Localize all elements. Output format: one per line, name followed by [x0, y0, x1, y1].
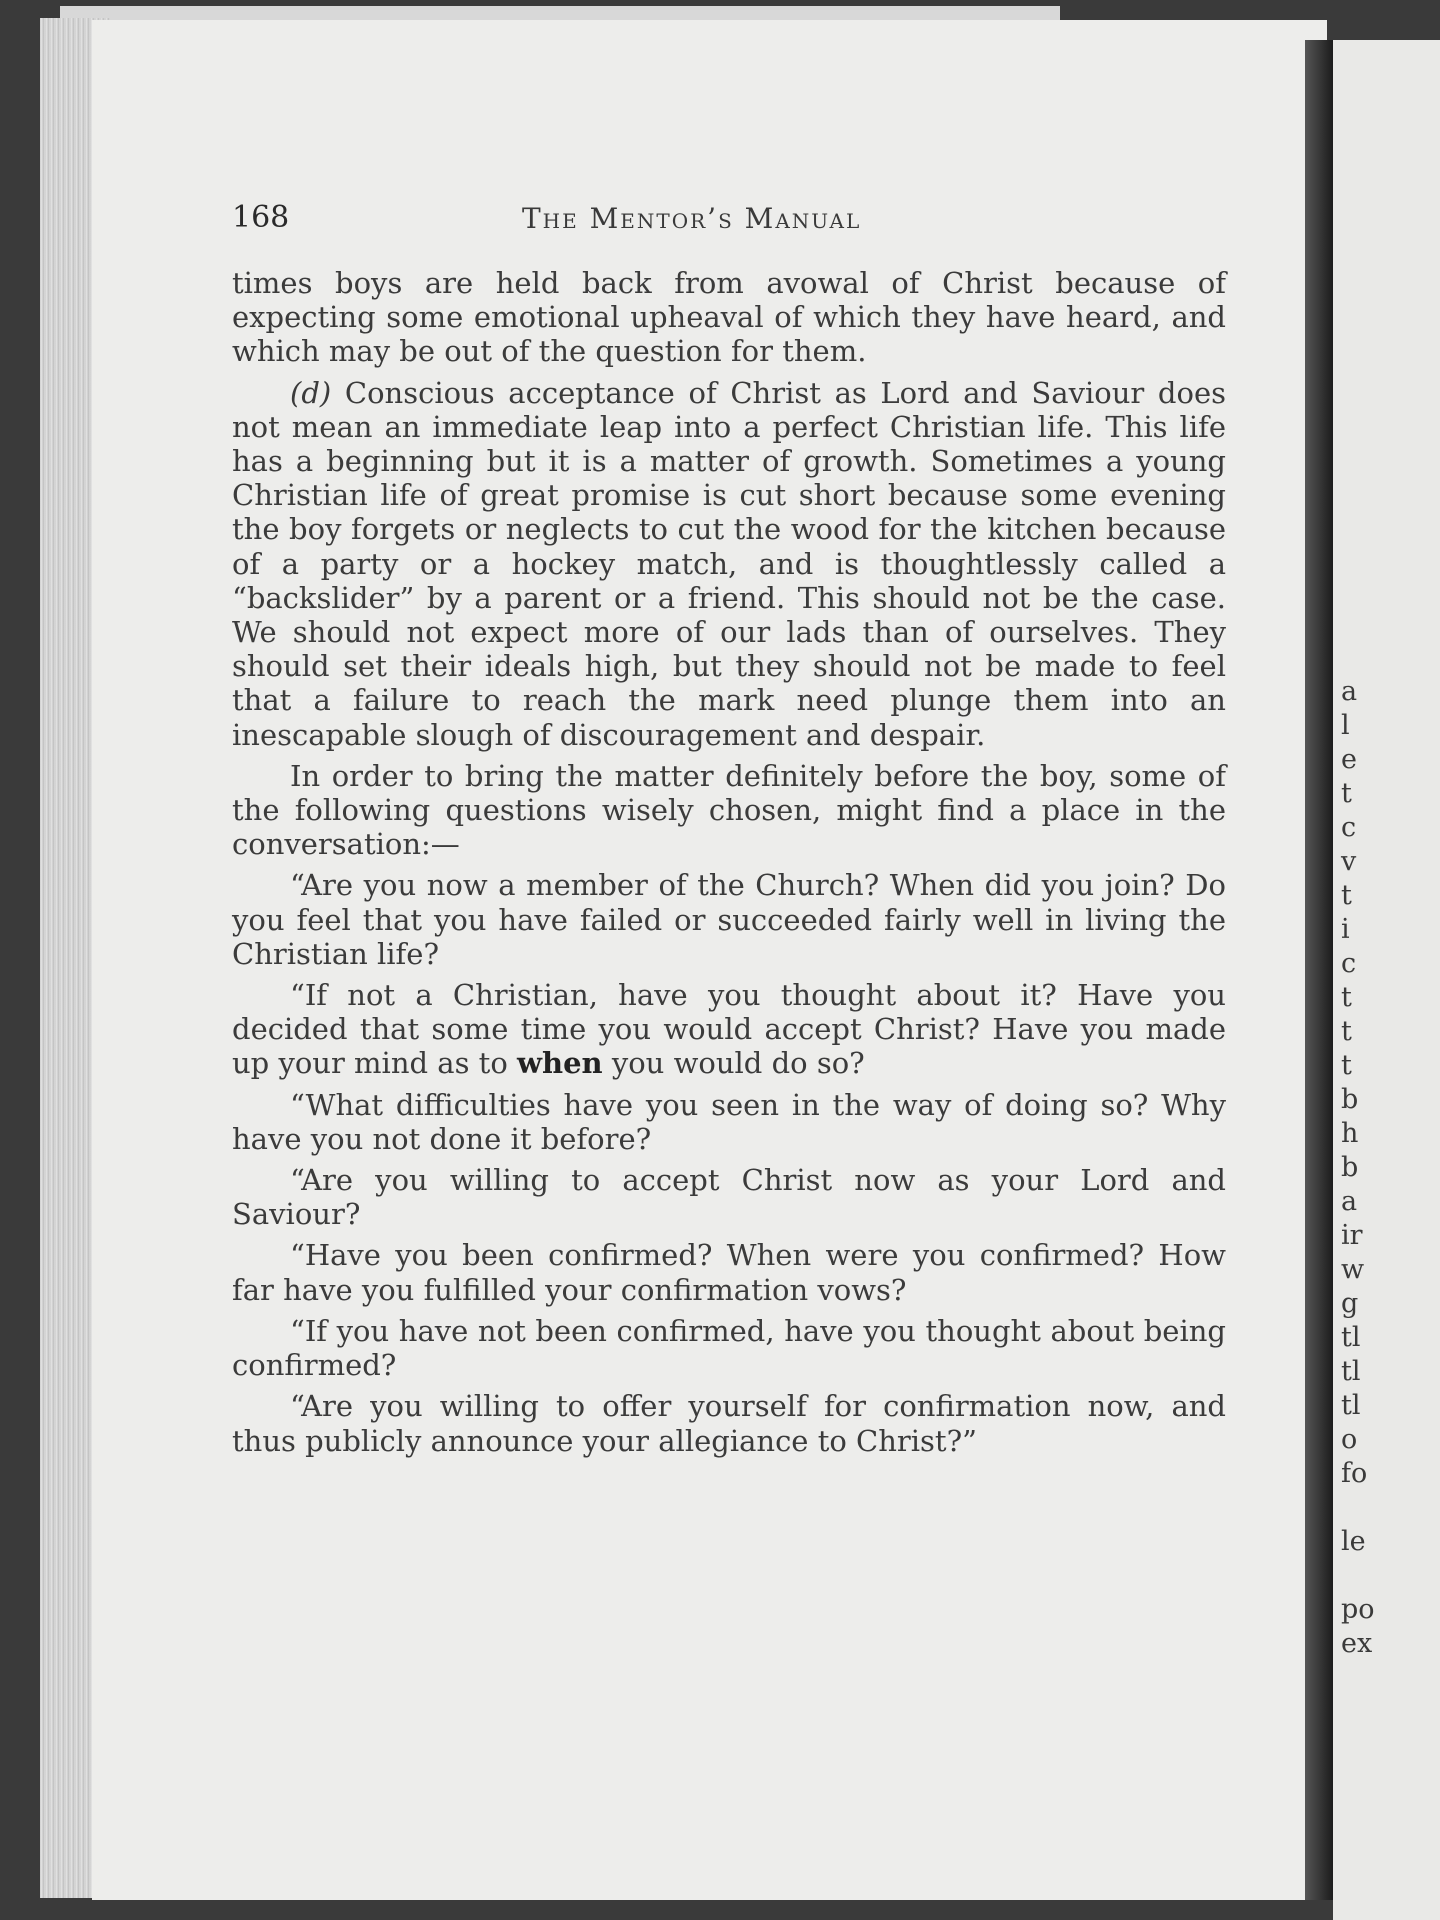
- question-paragraph: “What difficulties have you seen in the way of doing so? Why have you not done it before?: [232, 1087, 1226, 1156]
- adjacent-page-fragment: fo: [1341, 1458, 1368, 1489]
- paragraph: times boys are held back from avowal of Christ because of expecting some emotional upheaval of which they have heard, and which may be out of the question for them.: [232, 266, 1226, 369]
- running-head: The Mentor’s Manual: [522, 202, 862, 235]
- question-paragraph: “Are you willing to offer yourself for confirmation now, and thus publicly announce your allegiance to Christ?”: [232, 1389, 1226, 1458]
- page-number: 168: [232, 200, 290, 235]
- page-header: [232, 200, 1226, 240]
- adjacent-page-fragment: po: [1341, 1594, 1375, 1625]
- adjacent-page-fragment: t: [1341, 778, 1352, 809]
- adjacent-page-fragment: le: [1341, 1526, 1366, 1557]
- book-gutter: [1305, 40, 1333, 1900]
- adjacent-page-fragment: g: [1341, 1288, 1359, 1319]
- adjacent-page-fragment: t: [1341, 1050, 1352, 1081]
- adjacent-page-fragment: ir: [1341, 1220, 1363, 1251]
- adjacent-page-fragment: b: [1341, 1152, 1359, 1183]
- paragraph: In order to bring the matter definitely before the boy, some of the following questions wisely chosen, might find a place in the conversation:—: [232, 758, 1226, 862]
- adjacent-page-fragment: ex: [1341, 1628, 1373, 1659]
- adjacent-page-fragment: i: [1341, 914, 1350, 945]
- question-paragraph: “Have you been confirmed? When were you confirmed? How far have you fulfilled your confirmation vows?: [232, 1238, 1226, 1307]
- adjacent-page-fragment: b: [1341, 1084, 1359, 1115]
- adjacent-page-fragment: o: [1341, 1424, 1358, 1455]
- adjacent-page-fragment: t: [1341, 880, 1352, 911]
- adjacent-page-fragment: tl: [1341, 1356, 1361, 1387]
- adjacent-page-fragment: tl: [1341, 1390, 1361, 1421]
- adjacent-page-fragment: c: [1341, 812, 1357, 843]
- item-label: (d): [290, 375, 332, 410]
- adjacent-page-fragment: t: [1341, 982, 1352, 1013]
- adjacent-page-fragment: w: [1341, 1254, 1365, 1285]
- body-text: [232, 266, 1226, 1465]
- question-paragraph: “Are you willing to accept Christ now as your Lord and Saviour?: [232, 1163, 1226, 1232]
- adjacent-page-fragment: e: [1341, 744, 1357, 775]
- question-paragraph: “If not a Christian, have you thought about it? Have you decided that some time you would accept Christ? Have you made up your mind as to when you would do so?: [232, 978, 1226, 1081]
- emphasis-word: when: [517, 1046, 603, 1081]
- adjacent-page-fragment: v: [1341, 846, 1357, 877]
- adjacent-page-fragment: l: [1341, 710, 1350, 741]
- adjacent-page-fragment: t: [1341, 1016, 1352, 1047]
- adjacent-page-fragment: a: [1341, 1186, 1358, 1217]
- adjacent-page-cropped: [1333, 40, 1440, 1920]
- adjacent-page-fragment: a: [1341, 676, 1358, 707]
- adjacent-page-fragment: c: [1341, 948, 1357, 979]
- question-paragraph: “Are you now a member of the Church? When did you join? Do you feel that you have failed or succeeded fairly well in living the Christian life?: [232, 868, 1226, 971]
- adjacent-page-fragment: tl: [1341, 1322, 1361, 1353]
- question-paragraph: “If you have not been confirmed, have you thought about being confirmed?: [232, 1313, 1226, 1383]
- adjacent-page-fragment: h: [1341, 1118, 1359, 1149]
- paragraph: (d) Conscious acceptance of Christ as Lord and Saviour does not mean an immediate leap into a perfect Christian life. This life has a beginning but it is a matter of growth. Sometimes a young Christian life of great promise is cut short because some evening the boy forgets or neglects to cut the wood for the kitchen because of a party or a hockey match, and is thoughtlessly called a “backslider” by a parent or a friend. This should not be the case. We should not expect more of our lads than of ourselves. They should set their ideals high, but they should not be made to feel that a failure to reach the mark need plunge them into an inescapable slough of discouragement and despair.: [232, 375, 1226, 752]
